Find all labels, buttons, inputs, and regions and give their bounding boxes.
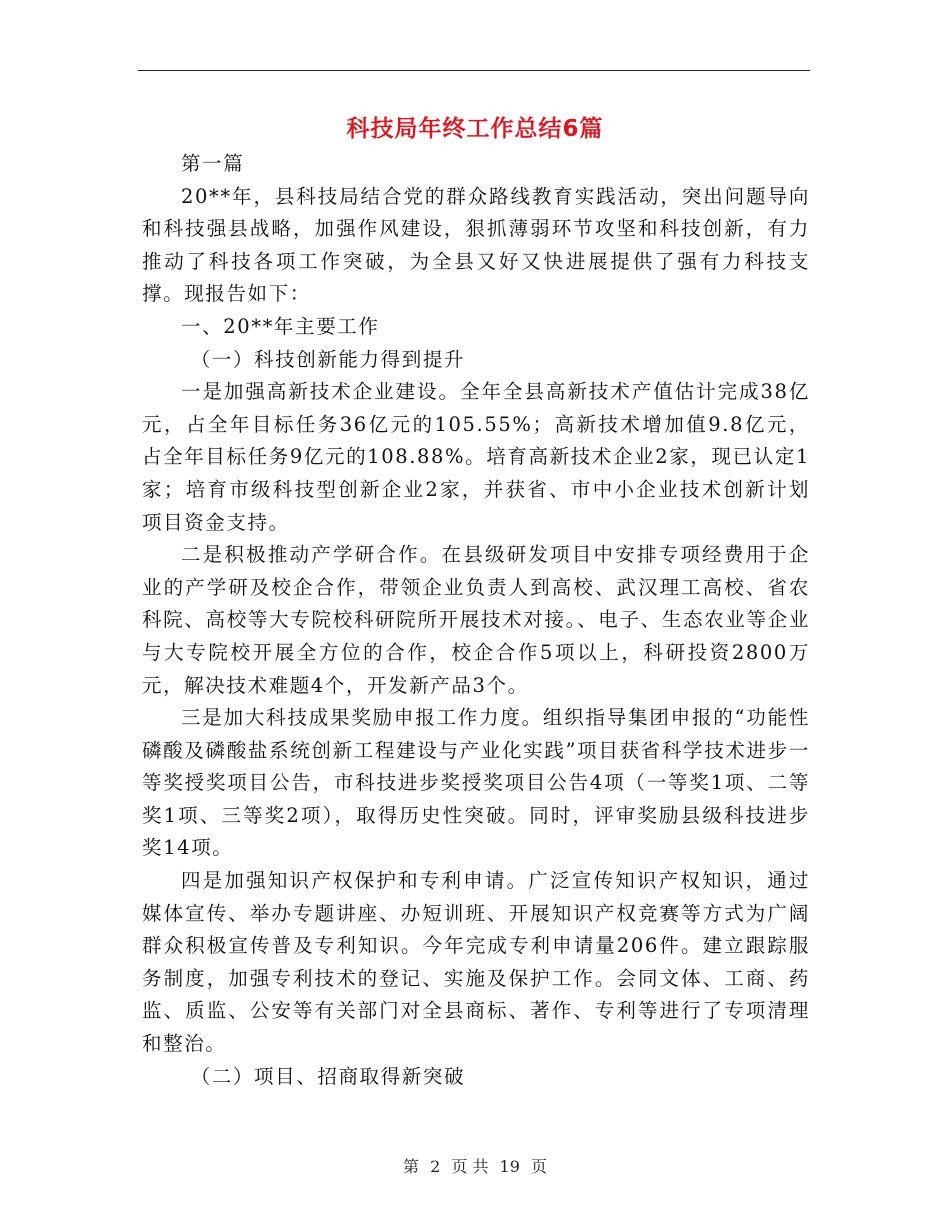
footer-middle: 页 共	[451, 1157, 489, 1176]
page-footer	[0, 1154, 950, 1177]
intro-paragraph: 20**年，县科技局结合党的群众路线教育实践活动，突出问题导向和科技强县战略，加强作风建设，狠抓薄弱环节攻坚和科技创新，有力推动了科技各项工作突破，为全县又好又快进展提供了强有力科技支撑。现报告如下：	[142, 184, 810, 306]
document-title: 科技局年终工作总结6篇	[346, 116, 604, 142]
page-number: 2	[430, 1157, 441, 1176]
body-paragraph: 四是加强知识产权保护和专利申请。广泛宣传知识产权知识，通过媒体宣传、举办专题讲座、办短训班、开展知识产权竞赛等方式为广阔群众积极宣传普及专利知识。今年完成专利申请量206件。建立跟踪服务制度，加强专利技术的登记、实施及保护工作。会同文体、工商、药监、质监、公安等有关部门对全县商标、著作、专利等进行了专项清理和整治。	[142, 869, 810, 1056]
body-paragraph: 一是加强高新技术企业建设。全年全县高新技术产值估计完成38亿元，占全年目标任务36亿元的105.55%；高新技术增加值9.8亿元，占全年目标任务9亿元的108.88%。培育高新技术企业2家，现已认定1家；培育市级科技型创新企业2家，并获省、市中小企业技术创新计划项目资金支持。	[142, 380, 810, 534]
document-body	[142, 148, 810, 1093]
footer-prefix: 第	[402, 1157, 419, 1176]
heading-main-work: 一、20**年主要工作	[181, 314, 380, 338]
section-label: 第一篇	[181, 152, 245, 175]
header-rule	[138, 70, 810, 71]
footer-suffix: 页	[531, 1157, 548, 1176]
page-total: 19	[499, 1157, 520, 1176]
body-paragraph: 三是加大科技成果奖励申报工作力度。组织指导集团申报的“功能性磷酸及磷酸盐系统创新工程建设与产业化实践”项目获省科学技术进步一等奖授奖项目公告，市科技进步奖授奖项目公告4项（一等奖1项、二等奖1项、三等奖2项），取得历史性突破。同时，评审奖励县级科技进步奖14项。	[142, 706, 810, 860]
subheading-projects: （二）项目、招商取得新突破	[190, 1064, 466, 1088]
body-paragraph: 二是积极推动产学研合作。在县级研发项目中安排专项经费用于企业的产学研及校企合作，带领企业负责人到高校、武汉理工高校、省农科院、高校等大专院校科研院所开展技术对接。、电子、生态农业等企业与大专院校开展全方位的合作，校企合作5项以上，科研投资2800万元，解决技术难题4个，开发新产品3个。	[142, 543, 810, 697]
subheading-innovation: （一）科技创新能力得到提升	[190, 347, 466, 371]
